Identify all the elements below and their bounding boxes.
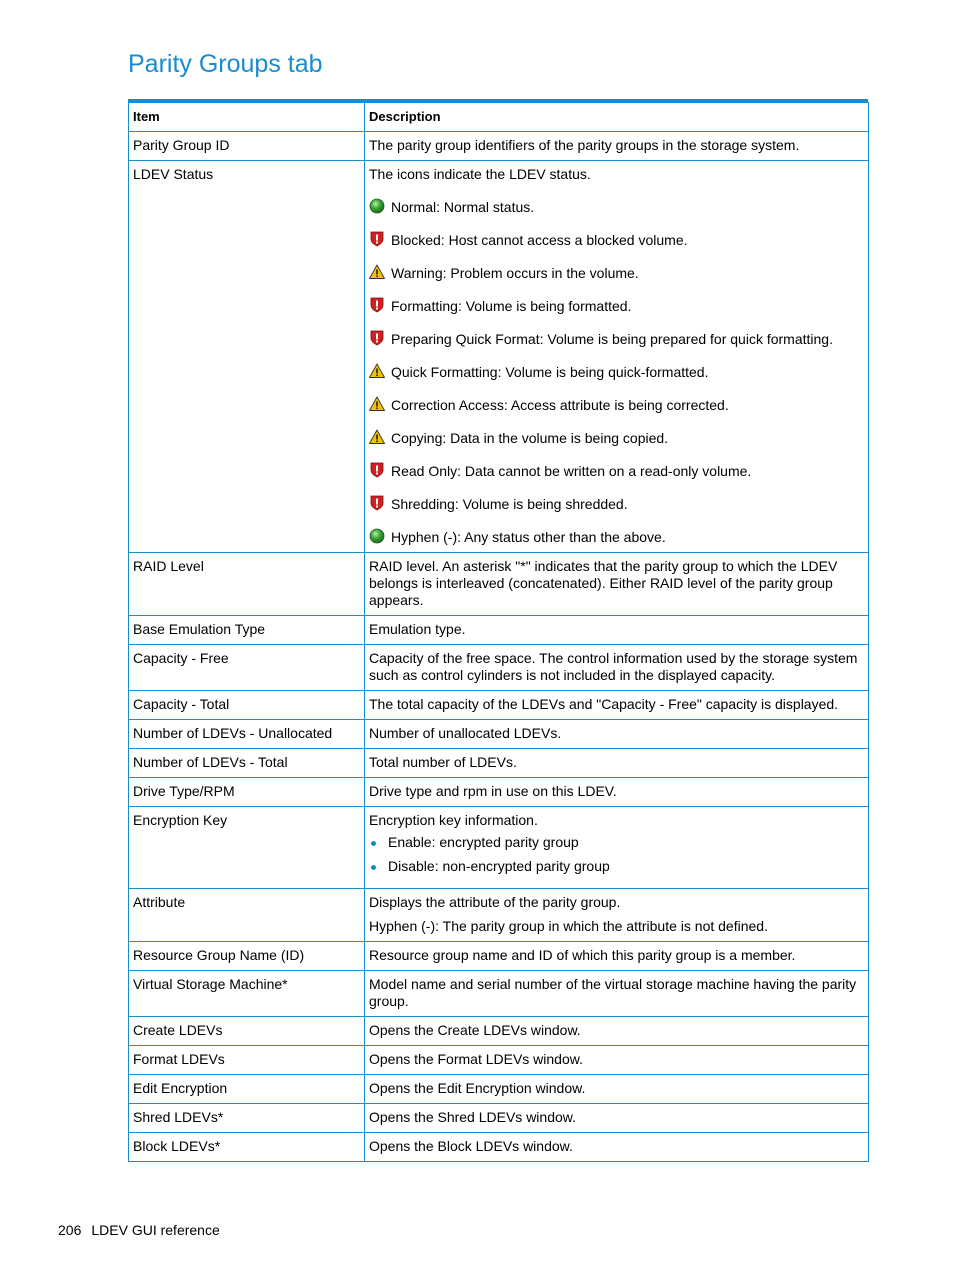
- table-row: [129, 889, 869, 942]
- table-row: [129, 778, 869, 807]
- status-text: Blocked: Host cannot access a blocked volume.: [391, 232, 688, 248]
- red-shield-icon: [369, 495, 385, 511]
- description-cell: Resource group name and ID of which this parity group is a member.: [365, 942, 869, 971]
- table-row: [129, 1075, 869, 1104]
- description-cell: [365, 889, 869, 942]
- description-cell: Model name and serial number of the virtual storage machine having the parity group.: [365, 971, 869, 1017]
- table-row: [129, 1133, 869, 1162]
- status-text: Normal: Normal status.: [391, 199, 535, 215]
- description-cell: [365, 807, 869, 889]
- status-entry: [369, 363, 864, 381]
- description-cell: Capacity of the free space. The control information used by the storage system such as control cylinders is not included in the displayed capacity.: [365, 645, 869, 691]
- description-cell: Emulation type.: [365, 616, 869, 645]
- description-cell: Total number of LDEVs.: [365, 749, 869, 778]
- table-row: [129, 1104, 869, 1133]
- item-cell: Capacity - Total: [129, 691, 365, 720]
- status-entry: [369, 297, 864, 315]
- red-shield-icon: [369, 462, 385, 478]
- item-cell: Edit Encryption: [129, 1075, 365, 1104]
- status-intro: The icons indicate the LDEV status.: [369, 166, 591, 182]
- description-cell: RAID level. An asterisk "*" indicates that the parity group to which the LDEV belongs is interleaved (concatenated). Either RAID level of the parity group appears.: [365, 553, 869, 616]
- status-entry: [369, 462, 864, 480]
- description-cell: Number of unallocated LDEVs.: [365, 720, 869, 749]
- status-text: Shredding: Volume is being shredded.: [391, 496, 628, 512]
- item-cell: Create LDEVs: [129, 1017, 365, 1046]
- red-shield-icon: [369, 330, 385, 346]
- encryption-intro: Encryption key information.: [369, 812, 538, 828]
- status-entry: [369, 198, 864, 216]
- description-cell: Opens the Shred LDEVs window.: [365, 1104, 869, 1133]
- status-list: [369, 198, 864, 546]
- table-row: [129, 691, 869, 720]
- table-row: [129, 645, 869, 691]
- status-text: Warning: Problem occurs in the volume.: [391, 265, 639, 281]
- table-row: [129, 971, 869, 1017]
- item-cell: Base Emulation Type: [129, 616, 365, 645]
- status-text: Correction Access: Access attribute is being corrected.: [391, 397, 729, 413]
- column-header-description: Description: [365, 103, 869, 132]
- status-entry: [369, 528, 864, 546]
- description-cell: The total capacity of the LDEVs and "Capacity - Free" capacity is displayed.: [365, 691, 869, 720]
- list-item: Enable: encrypted parity group: [369, 834, 864, 851]
- column-header-item: Item: [129, 103, 365, 132]
- table-header-row: [129, 103, 869, 132]
- table-row: [129, 807, 869, 889]
- item-cell: Resource Group Name (ID): [129, 942, 365, 971]
- page-title: Parity Groups tab: [128, 50, 323, 78]
- green-circle-icon: [369, 198, 385, 214]
- status-text: Copying: Data in the volume is being copied.: [391, 430, 669, 446]
- table-row: [129, 132, 869, 161]
- status-entry: [369, 429, 864, 447]
- status-entry: [369, 396, 864, 414]
- list-item: Disable: non-encrypted parity group: [369, 858, 864, 875]
- item-cell: Number of LDEVs - Unallocated: [129, 720, 365, 749]
- footer-section-title: LDEV GUI reference: [91, 1222, 220, 1238]
- table-row: [129, 942, 869, 971]
- description-cell: Opens the Format LDEVs window.: [365, 1046, 869, 1075]
- red-shield-icon: [369, 297, 385, 313]
- item-cell: Format LDEVs: [129, 1046, 365, 1075]
- item-cell: Block LDEVs*: [129, 1133, 365, 1162]
- item-cell: Drive Type/RPM: [129, 778, 365, 807]
- status-text: Read Only: Data cannot be written on a read-only volume.: [391, 463, 752, 479]
- description-cell: Opens the Block LDEVs window.: [365, 1133, 869, 1162]
- description-cell: The parity group identifiers of the parity groups in the storage system.: [365, 132, 869, 161]
- item-cell: Shred LDEVs*: [129, 1104, 365, 1133]
- table-row: [129, 720, 869, 749]
- table-row: [129, 616, 869, 645]
- red-shield-icon: [369, 231, 385, 247]
- item-cell: Number of LDEVs - Total: [129, 749, 365, 778]
- status-entry: [369, 264, 864, 282]
- status-text: Formatting: Volume is being formatted.: [391, 298, 632, 314]
- item-cell: Parity Group ID: [129, 132, 365, 161]
- table-row: [129, 1017, 869, 1046]
- status-entry: [369, 231, 864, 249]
- attribute-description: Displays the attribute of the parity group.: [369, 894, 621, 910]
- warning-triangle-icon: [369, 363, 385, 379]
- item-cell: Virtual Storage Machine*: [129, 971, 365, 1017]
- description-cell: Opens the Edit Encryption window.: [365, 1075, 869, 1104]
- warning-triangle-icon: [369, 264, 385, 280]
- table-row: [129, 161, 869, 553]
- green-circle-icon: [369, 528, 385, 544]
- description-cell: Opens the Create LDEVs window.: [365, 1017, 869, 1046]
- item-cell: Attribute: [129, 889, 365, 942]
- status-text: Quick Formatting: Volume is being quick-formatted.: [391, 364, 709, 380]
- description-cell: [365, 161, 869, 553]
- page-number: 206: [58, 1222, 82, 1238]
- status-text: Hyphen (-): Any status other than the above.: [391, 529, 666, 545]
- parity-groups-table: [128, 102, 869, 1162]
- status-entry: [369, 330, 864, 348]
- item-cell: Encryption Key: [129, 807, 365, 889]
- table-row: [129, 1046, 869, 1075]
- item-cell: Capacity - Free: [129, 645, 365, 691]
- status-entry: [369, 495, 864, 513]
- page-footer: [58, 1222, 230, 1238]
- encryption-bullet-list: [369, 834, 864, 875]
- table-row: [129, 749, 869, 778]
- warning-triangle-icon: [369, 396, 385, 412]
- status-text: Preparing Quick Format: Volume is being prepared for quick formatting.: [391, 331, 833, 347]
- description-cell: Drive type and rpm in use on this LDEV.: [365, 778, 869, 807]
- warning-triangle-icon: [369, 429, 385, 445]
- attribute-hyphen-note: Hyphen (-): The parity group in which the attribute is not defined.: [369, 918, 768, 934]
- item-cell: LDEV Status: [129, 161, 365, 553]
- table-row: [129, 553, 869, 616]
- item-cell: RAID Level: [129, 553, 365, 616]
